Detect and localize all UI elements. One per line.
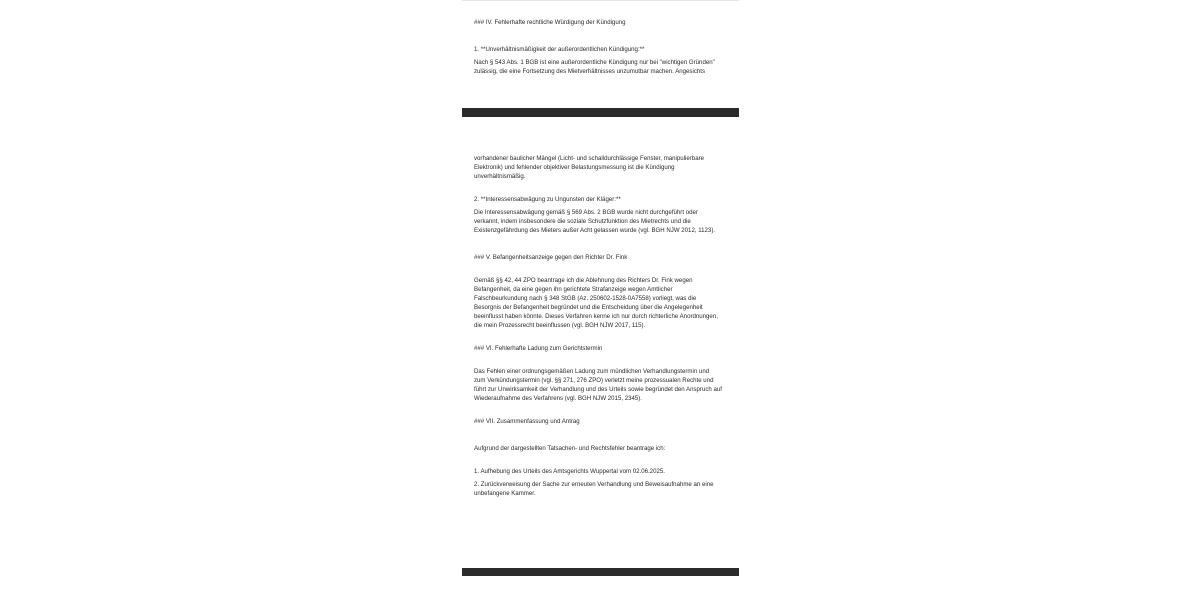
paragraph-antrag-intro: Aufgrund der dargestellten Tatsachen- und Rechtsfehler beantrage ich: — [474, 445, 666, 452]
paragraph-unverhaeltnismaessig: vorhandener baulicher Mängel (Licht- und schalldurchlässige Fenster, manipulierbare Elektronik) und fehlender objektiver Belastungsmessung ist die Kündigung unverhältnismäßig. — [474, 155, 704, 180]
antrag-item-2: 2. Zurückverweisung der Sache zur erneuten Verhandlung und Beweisaufnahme an eine unbefangene Kammer. — [474, 481, 714, 497]
paragraph-ladung: Das Fehlen einer ordnungsgemäßen Ladung zum mündlichen Verhandlungstermin und zum Verkündungstermin (vgl. §§ 271, 276 ZPO) verletzt meine prozessualen Rechte und führt zur Unwirksamkeit der Verhandlung und des Urteils sowie begründet den Anspruch auf Wiederaufnahme des Verfahrens (vgl. BGH NJW 2015, 2345). — [474, 368, 722, 402]
subheading-unverhaeltnismaessigkeit: 1. **Unverhältnismäßigkeit der außerordentlichen Kündigung:** — [474, 46, 645, 53]
antrag-item-1: 1. Aufhebung des Urteils des Amtsgerichts Wuppertal vom 02.06.2025. — [474, 468, 665, 475]
heading-section-iv: ### IV. Fehlerhafte rechtliche Würdigung der Kündigung — [474, 19, 626, 26]
page-2-text — [474, 154, 722, 498]
heading-section-vi: ### VI. Fehlerhafte Ladung zum Gerichtstermin — [474, 345, 603, 352]
subheading-interessensabwaegung: 2. **Interessensabwägung zu Ungunsten der Kläger:** — [474, 196, 621, 203]
page-top-edge — [462, 0, 739, 1]
page-break-band — [462, 108, 739, 117]
heading-section-vii: ### VII. Zusammenfassung und Antrag — [474, 418, 580, 425]
paragraph-543-bgb: Nach § 543 Abs. 1 BGB ist eine außerordentliche Kündigung nur bei "wichtigen Gründen" zulässig, die eine Fortsetzung des Mietverhältnisses unzumutbar machen. Angesichts — [474, 59, 715, 75]
paragraph-569-bgb: Die Interessensabwägung gemäß § 569 Abs. 2 BGB wurde nicht durchgeführt oder verkannt, indem insbesondere die soziale Schutzfunktion des Mietrechts und die Existenzgefährdung des Mieters außer Acht gelassen wurde (vgl. BGH NJW 2012, 1123). — [474, 209, 716, 234]
paragraph-befangenheit: Gemäß §§ 42, 44 ZPO beantrage ich die Ablehnung des Richters Dr. Fink wegen Befangenheit, da eine gegen ihn gerichtete Strafanzeige wegen Amtlicher Falschbeurkundung nach § 348 StGB (Az. 250602-1528-0A7558) vorliegt, was die Besorgnis der Befangenheit begründet und die Entscheidung über die Angelegenheit beeinflusst haben könnte. Dieses Verfahren kenne ich nur durch richterliche Anordnungen, die mein Prozessrecht beeinflussen (vgl. BGH NJW 2017, 115). — [474, 277, 718, 329]
page-break-band-bottom — [462, 568, 739, 576]
heading-section-v: ### V. Befangenheitsanzeige gegen den Richter Dr. Fink — [474, 254, 628, 261]
page-1-text — [474, 18, 722, 76]
